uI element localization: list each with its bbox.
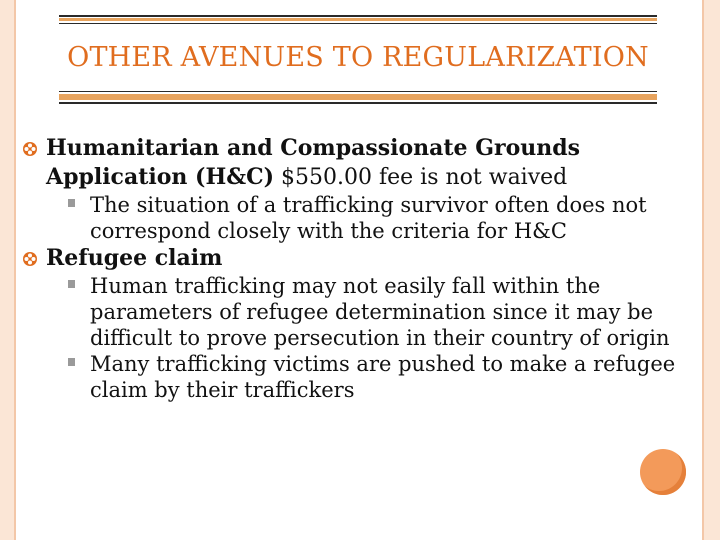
page-title: OTHER AVENUES TO REGULARIZATION <box>67 42 649 73</box>
title-rule-top-thin <box>59 23 657 24</box>
bullet-item-hc-bold: Humanitarian and Compassionate Grounds Application (H&C) <box>46 135 581 190</box>
right-decor-line <box>702 0 704 540</box>
left-decor-line <box>14 0 16 540</box>
slide-body <box>22 134 687 403</box>
square-bullet-icon <box>68 279 76 289</box>
title-rule-bottom-accent <box>59 94 657 100</box>
title-rule-top-accent <box>59 18 657 21</box>
sub-bullet-text: The situation of a trafficking survivor often does not correspond closely with the criteria for H&C <box>90 193 647 243</box>
left-decor-stripe <box>0 0 14 540</box>
flower-bullet-icon <box>22 141 38 157</box>
title-rule-top <box>59 15 657 17</box>
title-rule-bottom <box>59 102 657 104</box>
decorative-circle <box>640 449 686 495</box>
bullet-item-refugee <box>22 244 687 273</box>
bullet-item-refugee-bold: Refugee claim <box>46 245 223 271</box>
sub-bullet-refugee-parameters <box>22 273 687 351</box>
bullet-item-hc-rest: $550.00 fee is not waived <box>274 165 568 190</box>
square-bullet-icon <box>68 357 76 367</box>
bullet-item-hc <box>22 134 687 192</box>
sub-bullet-hc-criteria <box>22 192 687 244</box>
sub-bullet-refugee-pushed <box>22 351 687 403</box>
right-decor-stripe <box>704 0 720 540</box>
square-bullet-icon <box>68 198 76 208</box>
title-rule-bottom-thin <box>59 91 657 92</box>
flower-bullet-icon <box>22 251 38 267</box>
title-frame <box>59 15 657 105</box>
sub-bullet-text: Human trafficking may not easily fall within the parameters of refugee determination since it may be difficult to prove persecution in their country of origin <box>90 274 670 350</box>
sub-bullet-text: Many trafficking victims are pushed to make a refugee claim by their traffickers <box>90 352 676 402</box>
